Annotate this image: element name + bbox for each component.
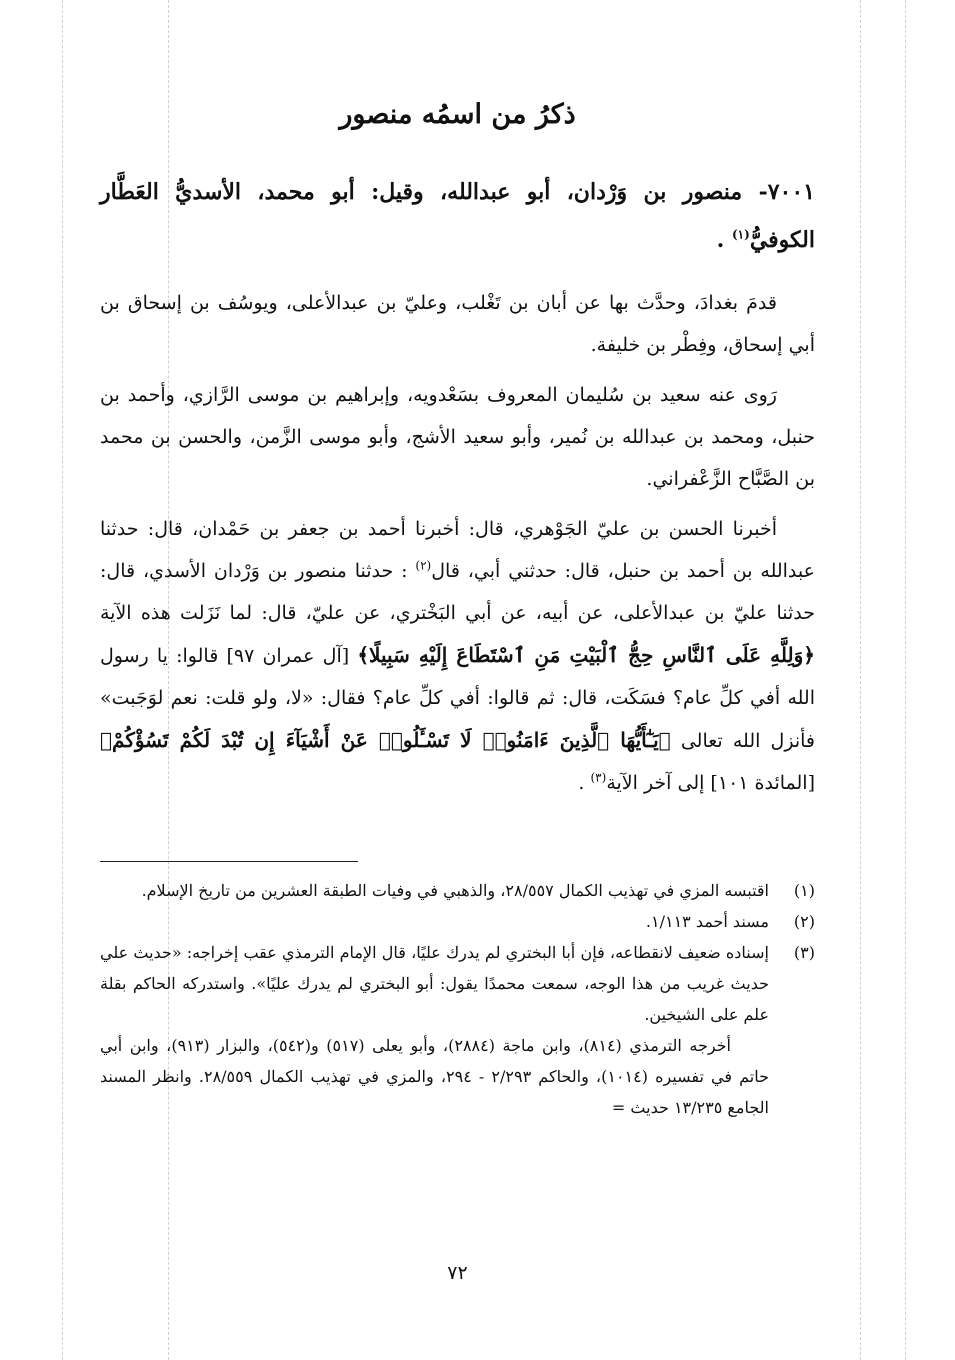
quran-verse: ﴿يَـٰٓأَيُّهَا ٱلَّذِينَ ءَامَنُوا۟ لَا تَسْـَٔلُوا۟ عَنْ أَشْيَآءَ إِن تُبْدَ لَكُمْ تَسُؤْكُمْ﴾ xyxy=(100,728,671,752)
footnote-continuation: أخرجه الترمذي (٨١٤)، وابن ماجة (٢٨٨٤)، وأبو يعلى (٥١٧) و(٥٤٢)، والبزار (٩١٣)، وابن أبي حاتم في تفسيره (١٠١٤)، والحاكم ٢/٢٩٣ - ٢٩٤، والمزي في تهذيب الكمال ٢٨/٥٥٩. وانظر المسند الجامع ١٣/٢٣٥ حديث = xyxy=(100,1036,770,1117)
margin-guide xyxy=(860,0,861,1360)
footnote xyxy=(100,875,815,906)
footnote-number: (٢) xyxy=(793,912,815,931)
entry-heading-text: ٧٠٠١- منصور بن وَرْدان، أبو عبدالله، وقيل: أبو محمد، الأسديُّ العَطَّار الكوفيُّ xyxy=(100,179,815,253)
entry-heading xyxy=(100,168,815,264)
hadith-matn: [آل عمران ٩٧] قالوا: يا رسول الله أفي كلِّ عام؟ فسَكَت، قال: ثم قالوا: أفي كلِّ عام؟ فقال: «لا، ولو قلت: نعم لوَجَبت» فأنزل الله تعالى xyxy=(100,645,815,752)
entry-heading-end: . xyxy=(716,227,732,253)
quran-verse: ﴿وَلِلَّهِ عَلَى ٱلنَّاسِ حِجُّ ٱلْبَيْتِ مَنِ ٱسْتَطَاعَ إِلَيْهِ سَبِيلًا﴾ xyxy=(357,643,815,667)
margin-guide xyxy=(905,0,906,1360)
footnote-text: مسند أحمد ١/١١٣. xyxy=(645,912,769,931)
hadith-isnad: أخبرنا الحسن بن عليّ الجَوْهري، قال: أخبرنا أحمد بن جعفر بن حَمْدان، قال: حدثنا عبدالله بن أحمد بن حنبل، قال: حدثني أبي، قال xyxy=(100,518,815,582)
hadith-isnad-cont: : حدثنا منصور بن وَرْدان الأسدي، قال: حدثنا عليّ بن عبدالأعلى، عن أبيه، عن أبي البَخْتري، عن عليّ، قال: لما نَزَلت هذه الآية xyxy=(100,560,815,624)
footnote-number: (٣) xyxy=(793,943,815,962)
hadith-end-mark: . xyxy=(578,772,591,794)
footnote xyxy=(100,906,815,937)
footnote-divider xyxy=(100,861,358,862)
footnotes xyxy=(100,875,815,1123)
section-title: ذكرُ من اسمُه منصور xyxy=(339,99,576,130)
hadith-end: [المائدة ١٠١] إلى آخر الآية xyxy=(606,772,815,794)
footnote xyxy=(100,937,815,1030)
footnote-number: (١) xyxy=(793,881,815,900)
footnote-text: اقتبسه المزي في تهذيب الكمال ٢٨/٥٥٧، والذهبي في وفيات الطبقة العشرين من تاريخ الإسلام. xyxy=(141,881,769,900)
footnote-ref[interactable]: (١) xyxy=(731,227,750,242)
margin-guide xyxy=(62,0,63,1360)
page-number: ٧٢ xyxy=(447,1262,468,1284)
paragraph-hadith xyxy=(100,508,815,804)
footnote-text: إسناده ضعيف لانقطاعه، فإن أبا البختري لم يدرك عليًا، قال الإمام الترمذي عقب إخراجه: «حديث علي حديث غريب من هذا الوجه، سمعت محمدًا يقول: أبو البختري لم يدرك عليًا». واستدركه الحاكم بقلة علم على الشيخين. xyxy=(100,943,769,1024)
paragraph-arrival: قدمَ بغدادَ، وحدَّث بها عن أبان بن تَغْلب، وعليّ بن عبدالأعلى، ويوسُف بن إسحاق بن أبي إسحاق، وفِطْر بن خليفة. xyxy=(100,292,815,356)
footnote-ref[interactable]: (٣) xyxy=(590,770,607,785)
paragraph-narrators: رَوى عنه سعيد بن سُليمان المعروف بسَعْدويه، وإبراهيم بن موسى الرَّازي، وأحمد بن حنبل، ومحمد بن عبدالله بن نُمير، وأبو سعيد الأشج، وأبو موسى الزَّمن، والحسن بن محمد بن الصَّبَّاح الزَّعْفراني. xyxy=(100,384,815,490)
footnote-ref[interactable]: (٢) xyxy=(415,558,432,573)
